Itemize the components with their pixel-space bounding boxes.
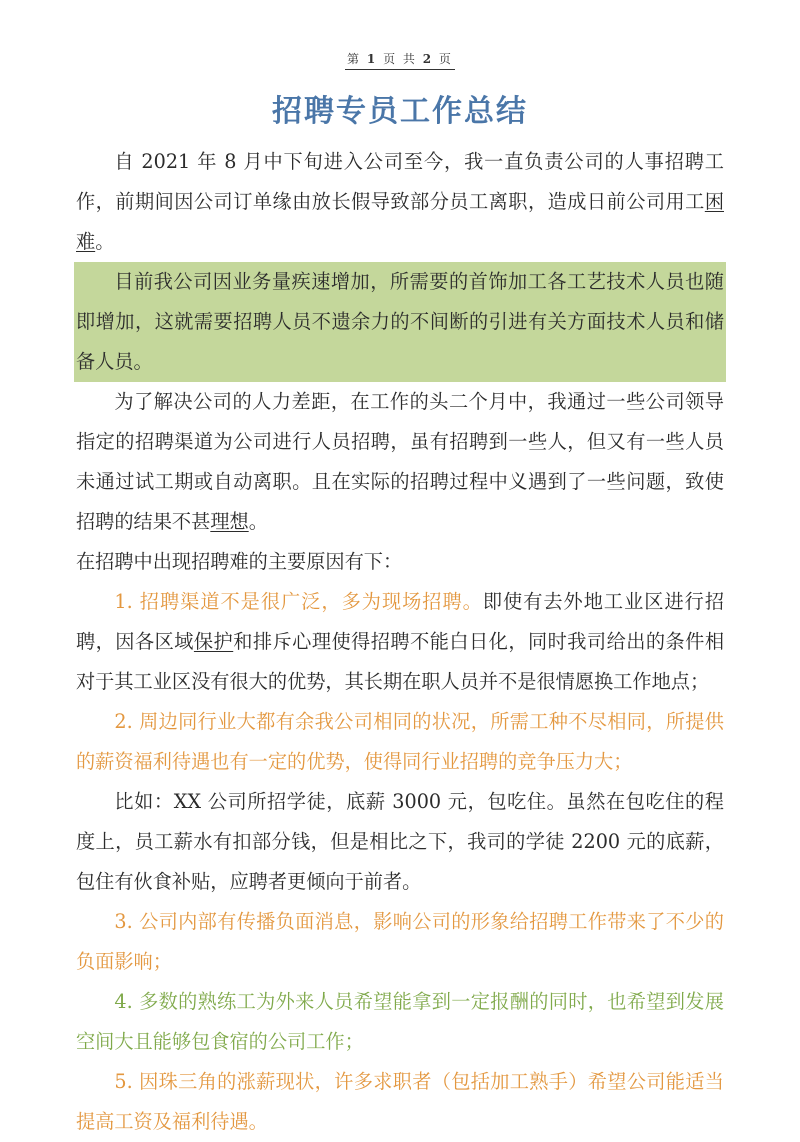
reason-item-3: 3. 公司内部有传播负面消息，影响公司的形象给招聘工作带来了不少的负面影响； <box>76 910 724 973</box>
document-title: 招聘专员工作总结 <box>272 94 528 129</box>
paragraph-text: 。 <box>95 230 115 253</box>
reason-item-5: 5. 因珠三角的涨薪现状，许多求职者（包括加工熟手）希望公司能适当提高工资及福利待遇。 <box>76 1070 724 1133</box>
paragraph-text: 即使有去外地工业区进行招聘，因各区域 <box>76 590 725 653</box>
page-header <box>0 50 800 70</box>
reason-item-2: 2. 周边同行业大都有余我公司相同的状况，所需工种不尽相同，所提供的薪资福利待遇也有一定的优势，使得同行业招聘的竞争压力大； <box>76 710 724 773</box>
paragraph-text: 自 2021 年 8 月中下旬进入公司至今，我一直负责公司的人事招聘工作，前期间因公司订单缘由放长假导致部分员工离职，造成日前公司用工 <box>76 150 724 213</box>
current-page-number: 1 <box>366 52 378 66</box>
paragraph-highlighted: 目前我公司因业务量疾速增加，所需要的首饰加工各工艺技术人员也随即增加，这就需要招聘人员不遗余力的不间断的引进有关方面技术人员和储备人员。 <box>74 262 726 382</box>
paragraph-recruitment-gap <box>76 382 724 542</box>
paragraph-reasons-intro: 在招聘中出现招聘难的主要原因有下： <box>76 550 403 573</box>
underlined-text: 理想 <box>210 510 249 533</box>
paragraph-text: 和排斥心理使得招聘不能白日化，同时我司给出的条件相对于其工业区没有很大的优势，其长期在职人员并不是很情愿换工作地点； <box>76 630 725 693</box>
reason-heading: 1. 招聘渠道不是很广泛，多为现场招聘。 <box>114 590 483 613</box>
underlined-text: 保护 <box>193 630 234 653</box>
paragraph-example: 比如：XX 公司所招学徒，底薪 3000 元，包吃住。虽然在包吃住的程度上，员工薪水有扣部分钱，但是相比之下，我司的学徒 2200 元的底薪，包住有伙食补贴，应聘者更倾向于前者。 <box>76 790 724 893</box>
page-label-prefix: 第 <box>347 52 362 66</box>
total-page-number: 2 <box>422 52 434 66</box>
page-label-suffix: 页 <box>438 52 453 66</box>
underlined-text: 困难 <box>76 190 724 253</box>
paragraph-text: 为了解决公司的人力差距，在工作的头二个月中，我通过一些公司领导指定的招聘渠道为公司进行人员招聘，虽有招聘到一些人，但又有一些人员未通过试工期或自动离职。且在实际的招聘过程中义遇到了一些问题，致使招聘的结果不甚 <box>76 390 724 533</box>
paragraph-text: 。 <box>248 510 268 533</box>
document-body <box>76 142 724 1142</box>
page-label-mid: 页 共 <box>383 52 417 66</box>
paragraph-intro <box>76 142 724 262</box>
reason-item-1 <box>76 582 724 702</box>
page-number-indicator <box>345 50 455 70</box>
reason-item-4: 4. 多数的熟练工为外来人员希望能拿到一定报酬的同时，也希望到发展空间大且能够包食宿的公司工作； <box>76 990 724 1053</box>
